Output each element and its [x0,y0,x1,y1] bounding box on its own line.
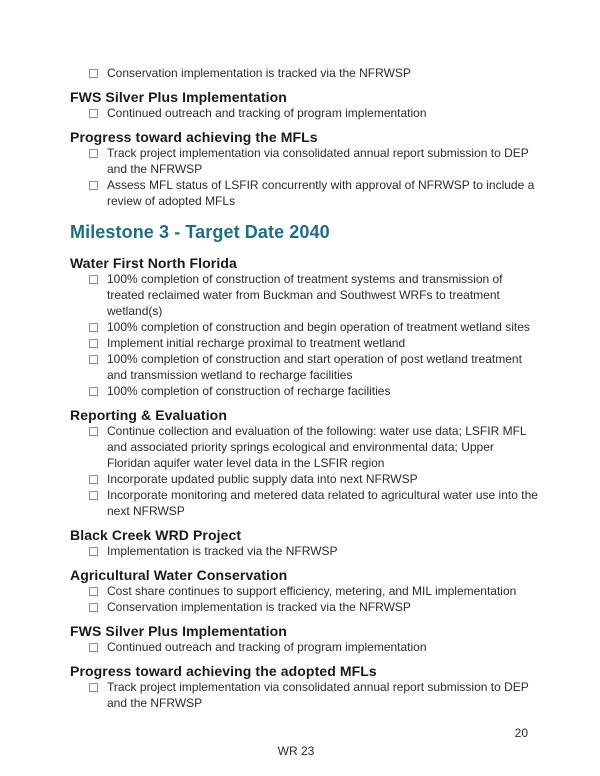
section-heading: FWS Silver Plus Implementation [70,623,287,639]
bullet-text [107,487,538,519]
checkbox-bullet-icon [89,587,98,596]
bullet-text-line: Incorporate monitoring and metered data related to agricultural water use into the [107,488,538,502]
bullet-text-line: and associated priority springs ecological and environmental data; Upper [107,440,494,454]
bullet-item [70,65,540,81]
bullet-text-line: wetland(s) [107,304,163,318]
bullet-list [70,271,540,399]
bullet-text [107,105,427,121]
bullet-text [107,383,390,399]
bullet-item [70,319,540,335]
bullet-text-line: Continued outreach and tracking of program implementation [107,640,427,654]
bullet-list [70,105,540,121]
bullet-text-line: review of adopted MFLs [107,194,236,208]
bullet-list [70,679,540,711]
bullet-text-line: and transmission wetland to recharge facilities [107,368,353,382]
bullet-item [70,639,540,655]
bullet-text-line: Implementation is tracked via the NFRWSP [107,544,338,558]
checkbox-bullet-icon [89,547,98,556]
bullet-list [70,423,540,519]
checkbox-bullet-icon [89,603,98,612]
checkbox-bullet-icon [89,149,98,158]
bullet-item [70,351,540,383]
bullet-text-line: 100% completion of construction and start operation of post wetland treatment [107,352,522,366]
checkbox-bullet-icon [89,275,98,284]
checkbox-bullet-icon [89,323,98,332]
checkbox-bullet-icon [89,355,98,364]
checkbox-bullet-icon [89,109,98,118]
bullet-text-line: next NFRWSP [107,504,185,518]
footer-doc-code: WR 23 [277,744,315,758]
bullet-text-line: treated reclaimed water from Buckman and Southwest WRFs to treatment [107,288,500,302]
checkbox-bullet-icon [89,181,98,190]
checkbox-bullet-icon [89,387,98,396]
bullet-item [70,487,540,519]
bullet-text-line: and the NFRWSP [107,162,203,176]
section-heading: Progress toward achieving the MFLs [70,129,318,145]
bullet-item [70,105,540,121]
bullet-text-line: Floridan aquifer water level data in the LSFIR region [107,456,385,470]
bullet-text [107,583,516,599]
section-heading: Agricultural Water Conservation [70,567,288,583]
bullet-text-line: Continued outreach and tracking of program implementation [107,106,427,120]
bullet-text [107,145,529,177]
bullet-text-line: Cost share continues to support efficiency, metering, and MIL implementation [107,584,517,598]
bullet-list [70,543,540,559]
checkbox-bullet-icon [89,643,98,652]
bullet-text-line: Assess MFL status of LSFIR concurrently with approval of NFRWSP to include a [107,178,535,192]
bullet-text [107,423,527,471]
bullet-list [70,145,540,209]
section-heading: FWS Silver Plus Implementation [70,89,287,105]
bullet-text-line: Incorporate updated public supply data into next NFRWSP [107,472,418,486]
bullet-list [70,639,540,655]
bullet-text-line: 100% completion of construction of treatment systems and transmission of [107,272,503,286]
bullet-item [70,543,540,559]
footer-page-number: 20 [514,726,528,740]
bullet-list [70,65,540,81]
bullet-list [70,583,540,615]
checkbox-bullet-icon [89,339,98,348]
checkbox-bullet-icon [89,683,98,692]
checkbox-bullet-icon [89,69,98,78]
bullet-item [70,145,540,177]
bullet-item [70,383,540,399]
bullet-item [70,423,540,471]
bullet-item [70,583,540,599]
bullet-item [70,335,540,351]
section-heading: Black Creek WRD Project [70,527,242,543]
section-heading: Water First North Florida [70,255,237,271]
bullet-text [107,639,427,655]
bullet-text-line: Track project implementation via consolidated annual report submission to DEP [107,146,529,160]
bullet-text [107,319,530,335]
bullet-text-line: Implement initial recharge proximal to treatment wetland [107,336,406,350]
bullet-item [70,271,540,319]
checkbox-bullet-icon [89,475,98,484]
section-heading: Progress toward achieving the adopted MFLs [70,663,377,679]
bullet-item [70,679,540,711]
bullet-text-line: Track project implementation via consolidated annual report submission to DEP [107,680,529,694]
bullet-item [70,177,540,209]
bullet-text [107,351,522,383]
bullet-text-line: 100% completion of construction of recharge facilities [107,384,391,398]
bullet-text [107,271,503,319]
bullet-item [70,599,540,615]
bullet-text [107,177,534,209]
bullet-text [107,679,529,711]
bullet-text-line: Conservation implementation is tracked via the NFRWSP [107,600,411,614]
bullet-text [107,471,418,487]
checkbox-bullet-icon [89,491,98,500]
bullet-text [107,65,411,81]
bullet-text [107,335,405,351]
milestone-heading: Milestone 3 - Target Date 2040 [70,222,330,242]
bullet-text-line: Conservation implementation is tracked via the NFRWSP [107,66,411,80]
checkbox-bullet-icon [89,427,98,436]
section-heading: Reporting & Evaluation [70,407,227,423]
bullet-text-line: and the NFRWSP [107,696,203,710]
bullet-text [107,599,411,615]
bullet-text-line: Continue collection and evaluation of the following: water use data; LSFIR MFL [107,424,527,438]
bullet-text-line: 100% completion of construction and begin operation of treatment wetland sites [107,320,530,334]
bullet-item [70,471,540,487]
bullet-text [107,543,338,559]
